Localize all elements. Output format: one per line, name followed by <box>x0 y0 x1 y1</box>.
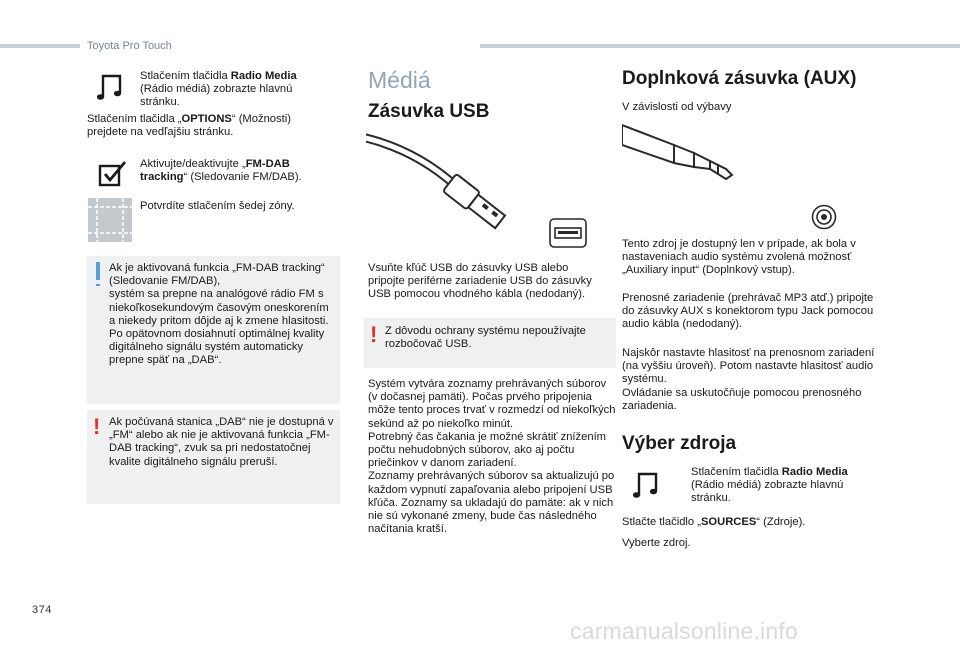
usb-heading: Zásuvka USB <box>368 101 490 122</box>
aux-volume-text: Najskôr nastavte hlasitosť na prenosnom zariadení (na vyššiu úroveň). Potom nastavte hlasitosť audio systému. Ovládanie sa uskutočňuje pomocou prenosného zariadenia. <box>622 347 875 412</box>
left-fmdab-text: Aktivujte/deaktivujte „FM-DAB tracking“ (Sledovanie FM/DAB). <box>140 158 302 184</box>
usb-playlist-text: Systém vytvára zoznamy prehrávaných súborov (v dočasnej pamäti). Počas prvého pripojenia môže tento proces trvať v rozmedzí od niekoľkých sekúnd až po niekoľko minút. Potrebný čas čakania je možné skrátiť znížením počtu nehudobných súborov, ako aj počtu priečinkov v danom zariadení. Zoznamy prehrávaných súborov sa aktualizujú po každom vypnutí zapaľovania alebo pripojení USB kľúča. Zoznamy sa ukladajú do pamäte: ak v nich nie sú vykonané zmeny, bude čas následného načítania kratší. <box>368 378 616 536</box>
select-source-text: Vyberte zdroj. <box>622 537 691 549</box>
header-title: Toyota Pro Touch <box>87 40 172 52</box>
source-radio-media-text: Stlačením tlačidla Radio Media (Rádio médiá) zobrazte hlavnú stránku. <box>691 466 848 505</box>
media-heading: Médiá <box>368 67 431 93</box>
left-confirm-text: Potvrdíte stlačením šedej zóny. <box>140 200 295 212</box>
warning-text-left: Ak počúvaná stanica „DAB“ nie je dostupná v „FM“ alebo ak nie je aktivovaná funkcia „FM-DAB tracking“, zvuk sa pri nedostatočnej kvalite digitálneho signálu preruší. <box>109 416 334 468</box>
jack-plug-icon <box>622 123 752 193</box>
gray-zone-icon <box>88 198 132 242</box>
aux-availability-text: V závislosti od výbavy <box>622 101 732 113</box>
warning-text-middle: Z dôvodu ochrany systému nepoužívajte rozbočovač USB. <box>385 325 586 351</box>
info-icon-bar <box>96 284 100 286</box>
sources-button-text: Stlačte tlačidlo „SOURCES“ (Zdroje). <box>622 516 806 528</box>
aux-heading: Doplnková zásuvka (AUX) <box>622 68 857 89</box>
warning-icon: ! <box>93 414 101 439</box>
left-radio-media-text: Stlačením tlačidla Radio Media (Rádio médiá) zobrazte hlavnú stránku. <box>140 70 297 109</box>
info-icon <box>96 262 100 280</box>
usb-port-icon <box>549 218 587 248</box>
usb-plug-icon <box>366 128 516 238</box>
aux-connect-text: Prenosné zariadenie (prehrávač MP3 atď.) pripojte do zásuvky AUX s konektorom typu Jack pomocou audio kábla (nedodaný). <box>622 292 874 331</box>
warning-icon-middle: ! <box>370 322 378 347</box>
watermark: carmanualsonline.info <box>570 618 798 644</box>
aux-source-text: Tento zdroj je dostupný len v prípade, ak bola v nastaveniach audio systému zvolená možnosť „Auxiliary input“ (Doplnkový vstup). <box>622 238 856 277</box>
page-number: 374 <box>32 604 52 616</box>
checkbox-icon <box>98 160 128 188</box>
source-heading: Výber zdroja <box>622 433 737 454</box>
music-note-icon-right <box>632 468 662 500</box>
music-note-icon <box>96 70 126 102</box>
info-text: Ak je aktivovaná funkcia „FM-DAB tracking“ (Sledovanie FM/DAB), systém sa prepne na analógové rádio FM s niekoľkosekundovým časovým oneskorením a niekedy pritom dôjde aj k zmene hlasitosti. Po opätovnom dosiahnutí optimálnej kvality digitálneho signálu systém automaticky prepne späť na „DAB“. <box>109 262 329 367</box>
left-options-text: Stlačením tlačidla „OPTIONS“ (Možnosti) prejdete na vedľajšiu stránku. <box>87 113 291 139</box>
usb-insert-text: Vsuňte kľúč USB do zásuvky USB alebo pripojte periférne zariadenie USB do zásuvky USB pomocou vhodného kábla (nedodaný). <box>368 262 592 301</box>
jack-socket-icon <box>811 204 837 230</box>
header-rule-left <box>0 44 80 48</box>
header-rule-right <box>480 44 960 48</box>
